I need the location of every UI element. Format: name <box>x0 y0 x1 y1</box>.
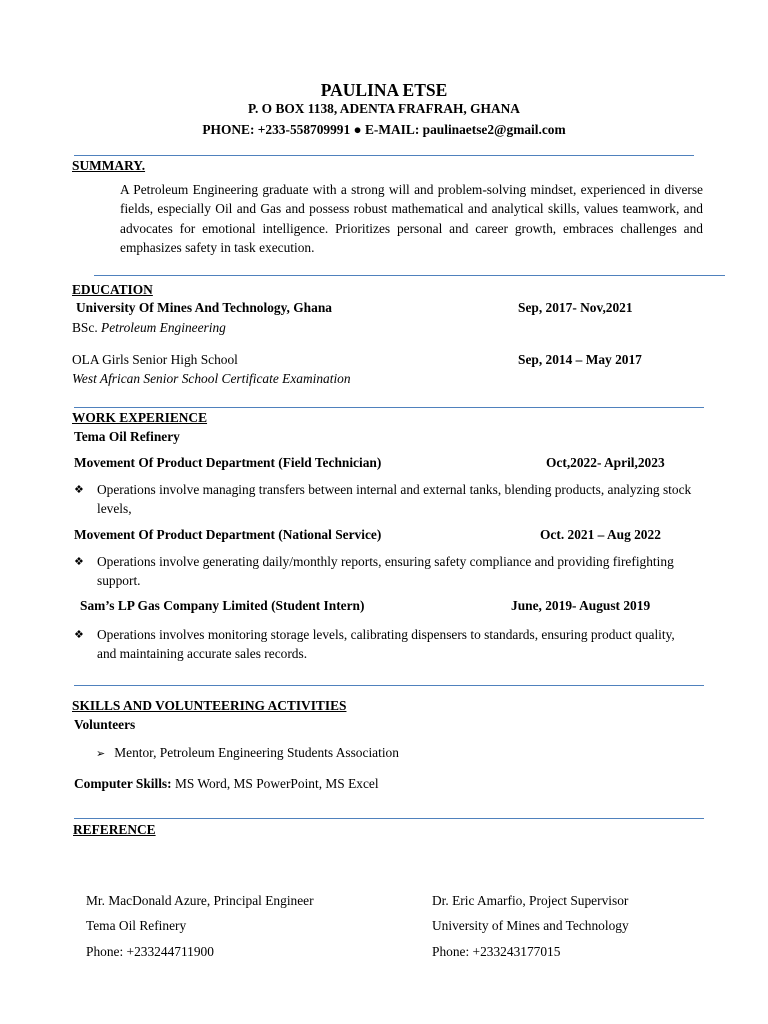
divider <box>94 275 725 276</box>
job-bullet <box>74 625 694 663</box>
work-company: Tema Oil Refinery <box>74 429 180 444</box>
volunteers-label: Volunteers <box>74 717 136 732</box>
job-bullet-text: Operations involve managing transfers between internal and external tanks, blending products, analyzing stock levels, <box>97 482 692 516</box>
divider <box>74 155 694 156</box>
summary-text: A Petroleum Engineering graduate with a strong will and problem-solving mindset, experienced in diverse fields, especially Oil and Gas and possess robust mathematical and analytical skills, values teamwork, and advocates for emotional intelligence. Prioritizes personal and career growth, embraces challenges and emphasizes safety in task execution. <box>120 182 703 256</box>
section-heading-education: EDUCATION <box>72 282 153 297</box>
job-bullet <box>74 552 694 590</box>
job-title: Sam’s LP Gas Company Limited (Student Intern) <box>80 598 365 613</box>
job-title: Movement Of Product Department (National Service) <box>74 527 382 542</box>
diamond-bullet-icon: ❖ <box>74 555 84 568</box>
volunteer-item <box>96 745 399 761</box>
education-school: University Of Mines And Technology, Ghana <box>76 300 332 315</box>
computer-skills-value: MS Word, MS PowerPoint, MS Excel <box>171 776 379 791</box>
diamond-bullet-icon: ❖ <box>74 628 84 641</box>
diamond-bullet-icon: ❖ <box>74 483 84 496</box>
divider <box>74 818 704 819</box>
computer-skills-label: Computer Skills: <box>74 776 172 791</box>
reference-phone: Phone: +233243177015 <box>432 944 561 959</box>
divider <box>74 407 704 408</box>
education-dates: Sep, 2017- Nov,2021 <box>518 300 633 315</box>
job-bullet-text: Operations involves monitoring storage levels, calibrating dispensers to standards, ensuring product quality, and maintaining accurate sales records. <box>97 627 675 661</box>
divider <box>74 685 704 686</box>
arrow-bullet-icon: ➢ <box>96 747 106 760</box>
section-heading-skills: SKILLS AND VOLUNTEERING ACTIVITIES <box>72 698 347 713</box>
address: P. O BOX 1138, ADENTA FRAFRAH, GHANA <box>248 101 520 116</box>
job-dates: Oct. 2021 – Aug 2022 <box>540 527 661 542</box>
section-heading-reference: REFERENCE <box>73 822 156 837</box>
candidate-name: PAULINA ETSE <box>320 80 448 100</box>
education-degree: West African Senior School Certificate Examination <box>72 371 351 386</box>
job-dates: June, 2019- August 2019 <box>511 598 651 613</box>
section-heading-work: WORK EXPERIENCE <box>72 410 208 425</box>
reference-org: Tema Oil Refinery <box>86 918 187 933</box>
job-title: Movement Of Product Department (Field Technician) <box>74 455 382 470</box>
reference-name: Mr. MacDonald Azure, Principal Engineer <box>86 893 314 908</box>
reference-name: Dr. Eric Amarfio, Project Supervisor <box>432 893 629 908</box>
degree-field: Petroleum Engineering <box>101 320 226 335</box>
contact-line: PHONE: +233-558709991 ● E-MAIL: paulinaetse2@gmail.com <box>202 122 566 137</box>
job-bullet <box>74 480 694 518</box>
job-dates: Oct,2022- April,2023 <box>546 455 665 470</box>
education-dates: Sep, 2014 – May 2017 <box>518 352 642 367</box>
volunteer-item-text: Mentor, Petroleum Engineering Students Association <box>114 745 399 760</box>
education-school: OLA Girls Senior High School <box>72 352 238 367</box>
reference-org: University of Mines and Technology <box>432 918 629 933</box>
reference-phone: Phone: +233244711900 <box>86 944 214 959</box>
degree-prefix: BSc. <box>72 320 102 335</box>
section-heading-summary: SUMMARY. <box>72 158 146 173</box>
job-bullet-text: Operations involve generating daily/monthly reports, ensuring safety compliance and providing firefighting support. <box>97 554 674 588</box>
computer-skills <box>74 776 379 792</box>
education-degree <box>72 320 226 336</box>
